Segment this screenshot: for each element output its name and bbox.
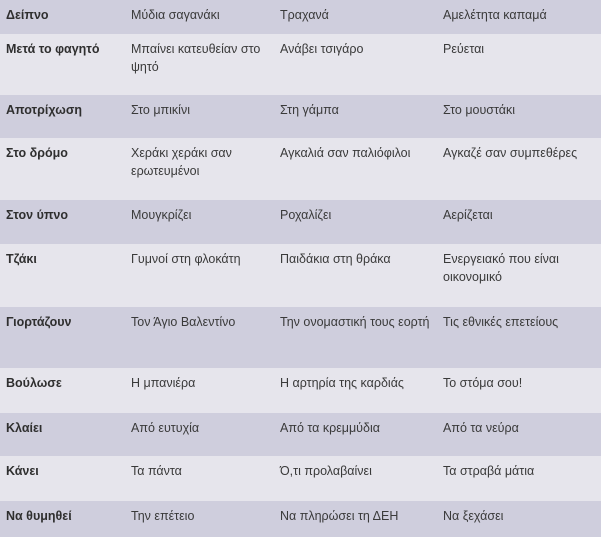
- table-cell: Μπαίνει κατευθείαν στο ψητό: [131, 42, 261, 74]
- table-row: [0, 456, 601, 501]
- table-cell: Να πληρώσει τη ΔΕΗ: [280, 509, 399, 523]
- table-cell: Τα στραβά μάτια: [443, 464, 535, 478]
- table-row: [0, 34, 601, 95]
- table-row: [0, 200, 601, 244]
- row-heading: Στο δρόμο: [6, 146, 68, 160]
- table-row: [0, 95, 601, 138]
- table-cell: Ροχαλίζει: [280, 208, 332, 222]
- table-cell: Αγκαλιά σαν παλιόφιλοι: [280, 146, 411, 160]
- table-cell: Τα πάντα: [131, 464, 182, 478]
- table-cell: Τον Άγιο Βαλεντίνο: [131, 315, 236, 329]
- table-row: [0, 138, 601, 200]
- table-cell: Στη γάμπα: [280, 103, 339, 117]
- table-cell: Να ξεχάσει: [443, 509, 504, 523]
- table-cell: Το στόμα σου!: [443, 376, 523, 390]
- table-row: [0, 0, 601, 34]
- table-cell: Τραχανά: [280, 8, 329, 22]
- table-cell: Στο μπικίνι: [131, 103, 190, 117]
- row-heading: Τζάκι: [6, 252, 37, 266]
- row-heading: Να θυμηθεί: [6, 509, 72, 523]
- table-cell: Τις εθνικές επετείους: [443, 315, 559, 329]
- table-row: [0, 244, 601, 307]
- table-cell: Μουγκρίζει: [131, 208, 192, 222]
- table-cell: Αερίζεται: [443, 208, 493, 222]
- table-cell: Την ονομαστική τους εορτή: [280, 315, 430, 329]
- table-cell: Αμελέτητα καπαμά: [443, 8, 547, 22]
- table-cell: Ενεργειακό που είναι οικονομικό: [443, 252, 559, 284]
- row-heading: Κάνει: [6, 464, 39, 478]
- row-heading: Μετά το φαγητό: [6, 42, 100, 56]
- row-heading: Βούλωσε: [6, 376, 62, 390]
- row-heading: Δείπνο: [6, 8, 49, 22]
- table-row: [0, 501, 601, 537]
- row-heading: Αποτρίχωση: [6, 103, 83, 117]
- table-cell: Από τα κρεμμύδια: [280, 421, 380, 435]
- table-row: [0, 307, 601, 368]
- table-cell: Η αρτηρία της καρδιάς: [280, 376, 404, 390]
- table-row: [0, 413, 601, 456]
- table-cell: Η μπανιέρα: [131, 376, 196, 390]
- table-cell: Ρεύεται: [443, 42, 485, 56]
- table-cell: Στο μουστάκι: [443, 103, 516, 117]
- table-cell: Γυμνοί στη φλοκάτη: [131, 252, 241, 266]
- table-cell: Αγκαζέ σαν συμπεθέρες: [443, 146, 578, 160]
- table-cell: Ανάβει τσιγάρο: [280, 42, 364, 56]
- row-heading: Κλαίει: [6, 421, 43, 435]
- table-row: [0, 368, 601, 413]
- table-cell: Χεράκι χεράκι σαν ερωτευμένοι: [131, 146, 232, 178]
- table-cell: Ό,τι προλαβαίνει: [280, 464, 372, 478]
- table-cell: Παιδάκια στη θράκα: [280, 252, 391, 266]
- table-cell: Την επέτειο: [131, 509, 195, 523]
- table-cell: Μύδια σαγανάκι: [131, 8, 220, 22]
- table-cell: Από τα νεύρα: [443, 421, 519, 435]
- table-cell: Από ευτυχία: [131, 421, 200, 435]
- row-heading: Γιορτάζουν: [6, 315, 72, 329]
- row-heading: Στον ύπνο: [6, 208, 69, 222]
